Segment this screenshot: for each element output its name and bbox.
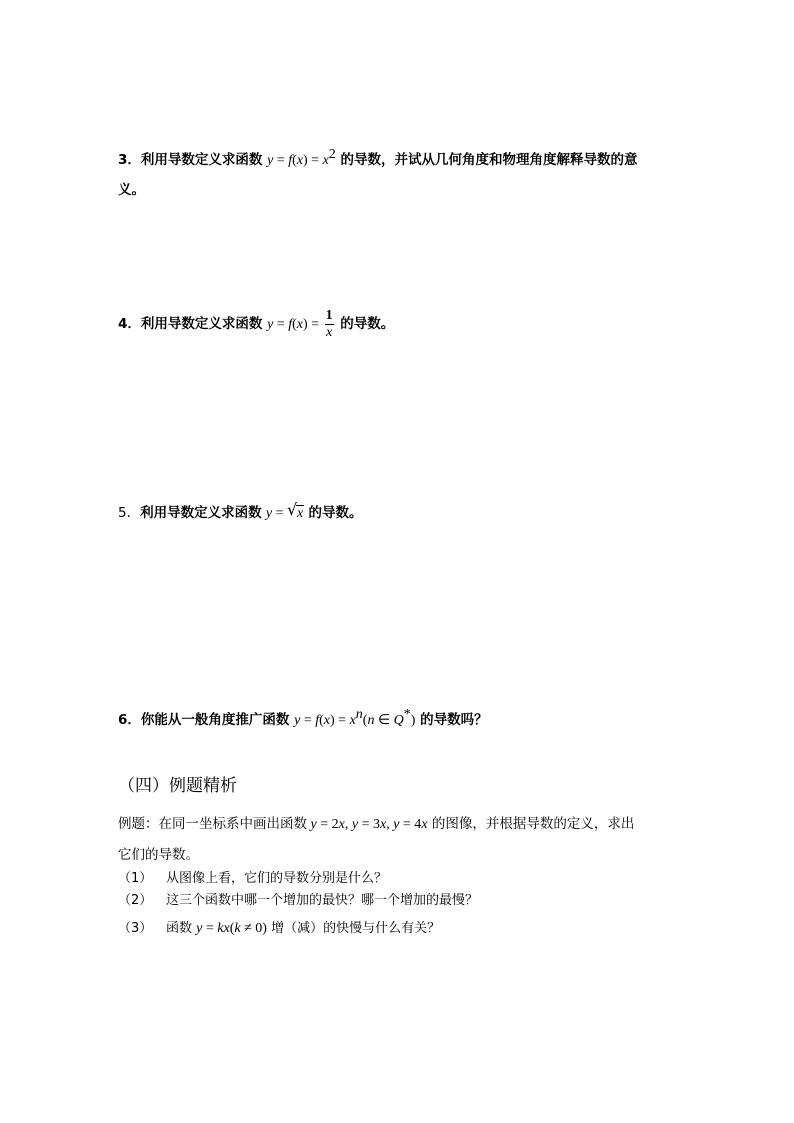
example-item-2-text: 这三个函数中哪一个增加的最快？哪一个增加的最慢？ [166, 893, 479, 908]
example-item-3-text-b: 增（减）的快慢与什么有关？ [271, 921, 441, 936]
example-item-3-label: （3） [118, 921, 153, 936]
formula-y-equals-x-squared: y [267, 153, 274, 168]
formula-three-lines: y [307, 817, 317, 832]
question-6-text-a: 你能从一般角度推广函数 [140, 712, 290, 728]
question-4-text-b: 的导数。 [340, 316, 395, 332]
question-3-continuation [118, 180, 145, 200]
question-5: 5．利用导数定义求函数 y = √ x 的导数。 [118, 500, 363, 521]
question-6-text-b: 的导数吗？ [420, 712, 488, 728]
question-4-number: 4． [118, 316, 141, 332]
example-item-2-label: （2） [118, 893, 153, 908]
question-3-text-a: 利用导数定义求函数 [140, 152, 263, 168]
formula-y-equals-one-over-x: y [267, 317, 274, 332]
example-paragraph: 例题：在同一坐标系中画出函数 y = 2x, y = 3x, y = 4x 的图像，并根据导数的定义，求出 [118, 816, 635, 832]
example-suffix: 的图像，并根据导数的定义，求出 [431, 816, 635, 832]
section-heading: （四）例题精析 [118, 776, 237, 796]
example-line-2: 它们的导数。 [118, 847, 199, 863]
formula-y-equals-sqrt-x: y [265, 506, 273, 521]
question-4: 4．利用导数定义求函数 y = f(x) = $\frac{1}{x}$ 的导数。 [118, 307, 395, 340]
example-item-1 [118, 867, 387, 886]
example-item-1-text: 从图像上看，它们的导数分别是什么？ [166, 871, 388, 886]
question-6: 6．你能从一般角度推广函数 $y = f(x) = x^n(n$ ∈ Q*) 的导数吗？ [118, 707, 488, 728]
example-item-3: （3） 函数 y = kx(k ≠ 0) 增（减）的快慢与什么有关？ [118, 917, 440, 937]
question-3-text-c: 义。 [118, 182, 145, 198]
question-5-text-b: 的导数。 [308, 505, 363, 521]
question-4-text-a: 利用导数定义求函数 [140, 316, 263, 332]
formula-y-equals-kx: y [196, 921, 203, 936]
example-item-1-label: （1） [118, 871, 153, 886]
question-5-number: 5． [118, 505, 141, 521]
question-5-text-a: 利用导数定义求函数 [140, 505, 262, 521]
example-prefix: 例题：在同一坐标系中画出函数 [118, 816, 307, 832]
question-6-number: 6． [118, 712, 141, 728]
formula-y-equals-x-to-n: y [294, 713, 301, 728]
example-item-2 [118, 889, 478, 908]
question-3-text-b: 的导数，并试从几何角度和物理角度解释导数的意 [340, 152, 638, 168]
question-3: 3．利用导数定义求函数 $y = f(x) = x^2$ 的导数，并试从几何角度和物理角度解释导数的意 [118, 147, 638, 168]
question-3-number: 3． [118, 152, 141, 168]
example-item-3-text-a: 函数 [166, 921, 193, 936]
